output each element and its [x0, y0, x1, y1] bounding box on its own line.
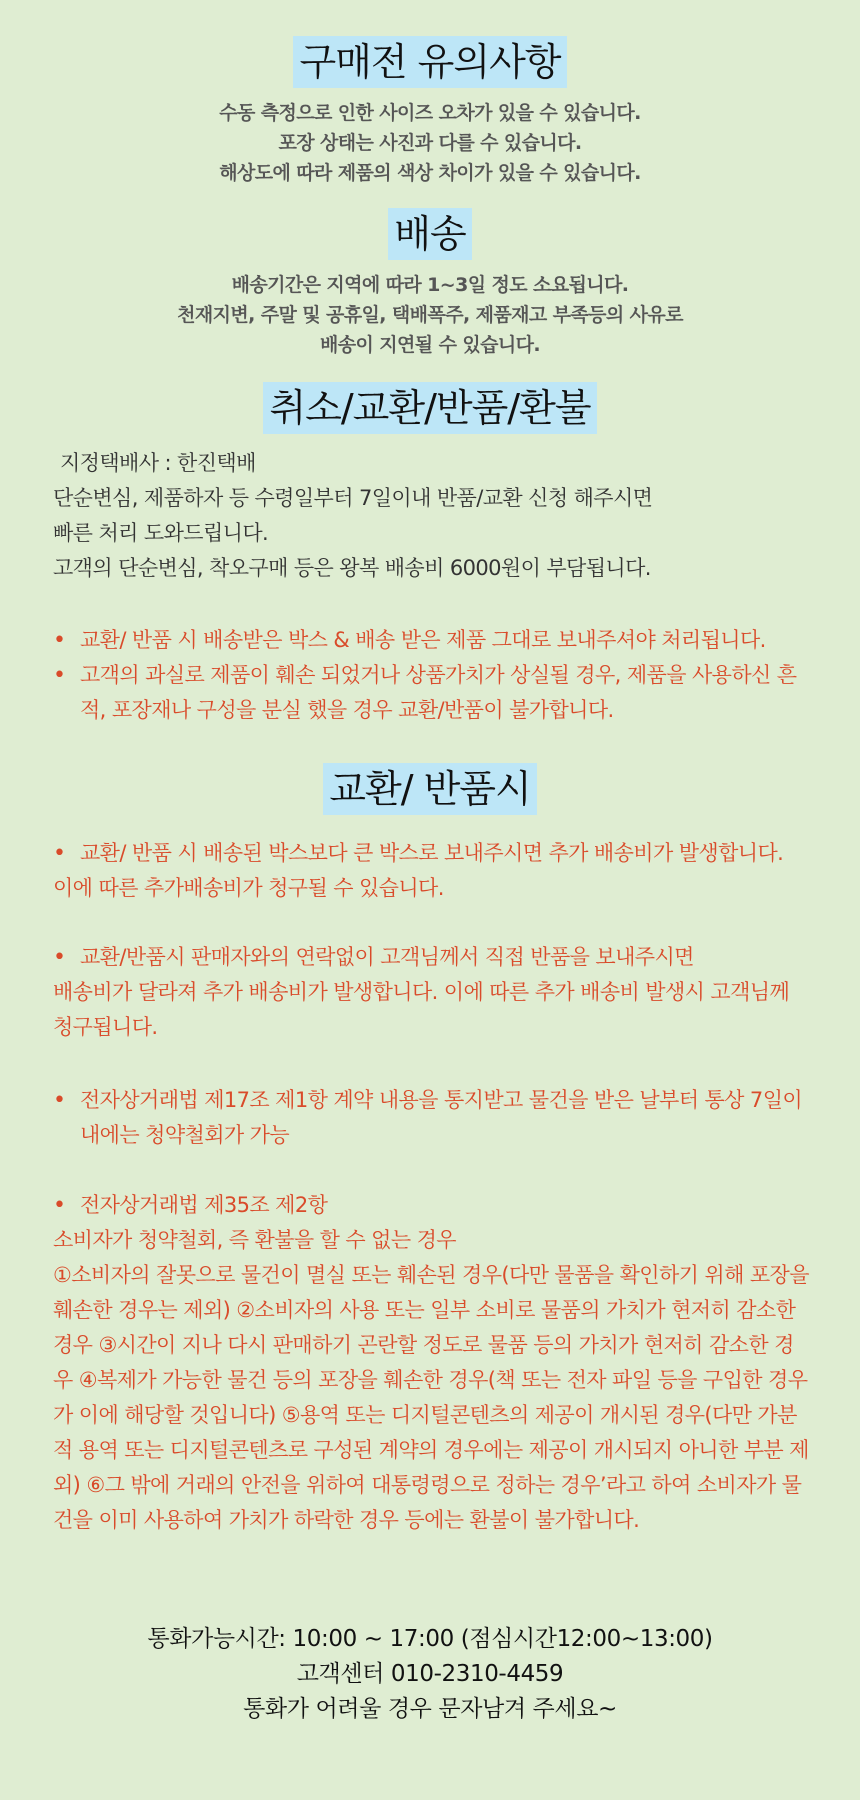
- customer-center-phone: 고객센터 010-2310-4459: [296, 1661, 564, 1687]
- purchase-notice-title: 구매전 유의사항: [293, 36, 566, 88]
- exchange-bullet-3: [53, 1083, 813, 1153]
- refund-title-wrap: [0, 382, 860, 434]
- shipping-title: 배송: [388, 208, 471, 260]
- shipping-line: 배송기간은 지역에 따라 1~3일 정도 소요됩니다.: [231, 274, 629, 296]
- bullet-subtext: 소비자가 청약철회, 즉 환불을 할 수 없는 경우: [53, 1228, 456, 1252]
- exchange-bullet-2: [53, 940, 798, 1045]
- exchange-title: 교환/ 반품시: [323, 763, 536, 815]
- exchange-bullet-4: [53, 1188, 813, 1538]
- shipping-line: 배송이 지연될 수 있습니다.: [320, 334, 540, 356]
- call-hours: 통화가능시간: 10:00 ~ 17:00 (점심시간12:00~13:00): [147, 1626, 713, 1652]
- purchase-notice-line: 수동 측정으로 인한 사이즈 오차가 있을 수 있습니다.: [219, 102, 641, 124]
- bullet-dot-icon: •: [53, 945, 66, 970]
- bullet-text: 배송비가 달라져 추가 배송비가 발생합니다. 이에 따른 추가 배송비 발생시 고객님께 청구됩니다.: [53, 980, 790, 1039]
- refund-line: 단순변심, 제품하자 등 수령일부터 7일이내 반품/교환 신청 해주시면: [53, 486, 653, 510]
- bullet-item: [53, 658, 813, 728]
- purchase-notice-section: [0, 36, 860, 188]
- bullet-text: 교환/반품시 판매자와의 연락없이 고객님께서 직접 반품을 보내주시면: [80, 945, 694, 969]
- purchase-notice-line: 포장 상태는 사진과 다를 수 있습니다.: [278, 132, 582, 154]
- refund-info: [53, 446, 843, 586]
- bullet-text: 전자상거래법 제17조 제1항 계약 내용을 통지받고 물건을 받은 날부터 통상 7일이내에는 청약철회가 가능: [80, 1088, 803, 1147]
- bullet-text: 전자상거래법 제35조 제2항: [80, 1193, 328, 1217]
- bullet-text: 교환/ 반품 시 배송된 박스보다 큰 박스로 보내주시면 추가 배송비가 발생합니다.: [80, 841, 784, 865]
- bullet-dot-icon: •: [53, 1088, 66, 1113]
- text-message-note: 통화가 어려울 경우 문자남겨 주세요~: [243, 1696, 617, 1722]
- bullet-text: 이에 따른 추가배송비가 청구될 수 있습니다.: [53, 876, 444, 900]
- refund-bullets: [53, 623, 813, 728]
- contact-footer: [0, 1622, 860, 1727]
- bullet-dot-icon: •: [53, 628, 66, 653]
- shipping-section: [0, 208, 860, 360]
- purchase-notice-line: 해상도에 따라 제품의 색상 차이가 있을 수 있습니다.: [219, 162, 641, 184]
- refund-line: 빠른 처리 도와드립니다.: [53, 521, 269, 545]
- bullet-dot-icon: •: [53, 663, 66, 688]
- bullet-text: 교환/ 반품 시 배송받은 박스 & 배송 받은 제품 그대로 보내주셔야 처리됩니다.: [80, 628, 766, 652]
- exchange-bullet-1: [53, 836, 813, 906]
- refund-line: 고객의 단순변심, 착오구매 등은 왕복 배송비 6000원이 부담됩니다.: [53, 556, 651, 580]
- shipping-line: 천재지변, 주말 및 공휴일, 택배폭주, 제품재고 부족등의 사유로: [177, 304, 683, 326]
- refund-title: 취소/교환/반품/환불: [263, 382, 596, 434]
- courier-line: 지정택배사 : 한진택배: [60, 451, 256, 475]
- bullet-dot-icon: •: [53, 1193, 66, 1218]
- bullet-item: [53, 623, 813, 658]
- bullet-body: ①소비자의 잘못으로 물건이 멸실 또는 훼손된 경우(다만 물품을 확인하기 위해 포장을 훼손한 경우는 제외) ②소비자의 사용 또는 일부 소비로 물품의 가치가 현저히 감소한 경우 ③시간이 지나 다시 판매하기 곤란할 정도로 물품 등의 가치가 현저히 감소한 경우 ④복제가 가능한 물건 등의 포장을 훼손한 경우(책 또는 전자 파일 등을 구입한 경우가 이에 해당할 것입니다) ⑤용역 또는 디지털콘텐츠의 제공이 개시된 경우(다만 가분적 용역 또는 디지털콘텐츠로 구성된 계약의 경우에는 제공이 개시되지 아니한 부분 제외) ⑥그 밖에 거래의 안전을 위하여 대통령령으로 정하는 경우’라고 하여 소비자가 물건을 이미 사용하여 가치가 하락한 경우 등에는 환불이 불가합니다.: [53, 1263, 809, 1532]
- bullet-dot-icon: •: [53, 841, 66, 866]
- exchange-title-wrap: [0, 763, 860, 815]
- bullet-text: 고객의 과실로 제품이 훼손 되었거나 상품가치가 상실될 경우, 제품을 사용하신 흔적, 포장재나 구성을 분실 했을 경우 교환/반품이 불가합니다.: [80, 663, 797, 722]
